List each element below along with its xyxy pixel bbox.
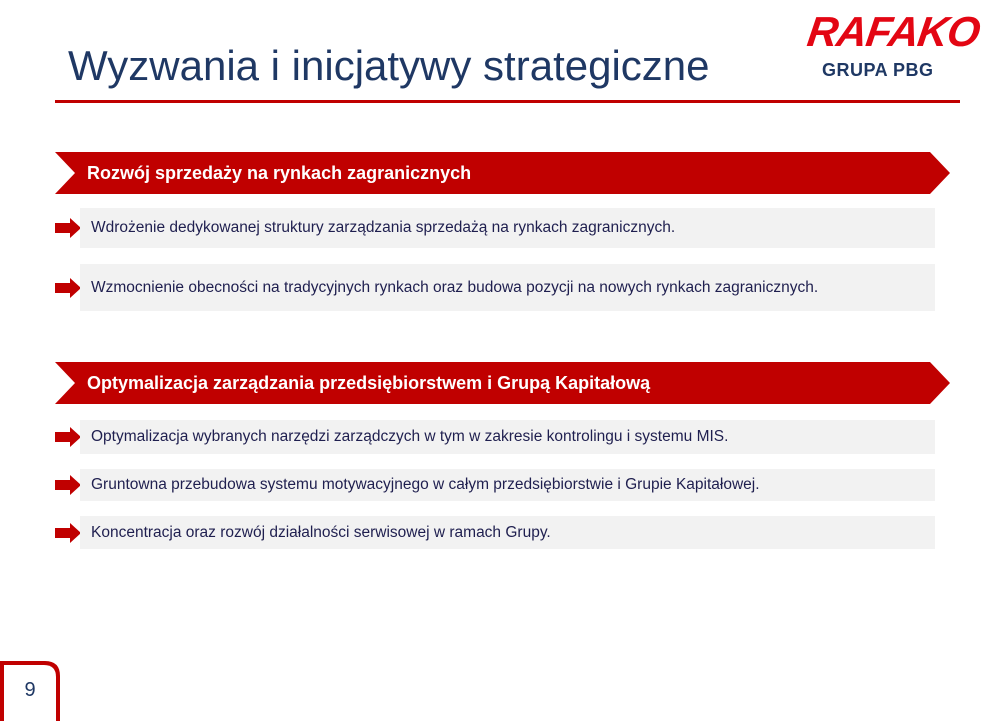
list-item	[55, 208, 935, 248]
arrow-right-icon	[55, 475, 81, 495]
list-item-text: Wzmocnienie obecności na tradycyjnych rynkach oraz budowa pozycji na nowych rynkach zagranicznych.	[91, 278, 819, 296]
title-rule	[55, 100, 960, 103]
list-item	[55, 420, 935, 454]
section-banner-management	[55, 362, 950, 404]
list-item-text: Gruntowna przebudowa systemu motywacyjnego w całym przedsiębiorstwie i Grupie Kapitałowej.	[91, 476, 760, 493]
list-item-text: Wdrożenie dedykowanej struktury zarządzania sprzedażą na rynkach zagranicznych.	[91, 219, 676, 236]
list-item	[55, 516, 935, 549]
list-item	[55, 469, 935, 501]
logo-group: GRUPA PBG	[822, 60, 934, 80]
section-heading: Rozwój sprzedaży na rynkach zagranicznych	[87, 163, 472, 183]
list-item-text: Optymalizacja wybranych narzędzi zarządczych w tym w zakresie kontrolingu i systemu MIS.	[91, 428, 729, 445]
arrow-right-icon	[55, 523, 81, 543]
arrow-right-icon	[55, 427, 81, 447]
section-heading: Optymalizacja zarządzania przedsiębiorstwem i Grupą Kapitałową	[87, 373, 651, 393]
slide-number: 9	[24, 679, 36, 701]
list-item-text: Koncentracja oraz rozwój działalności serwisowej w ramach Grupy.	[91, 523, 551, 541]
slide-number-badge	[0, 661, 60, 721]
list-item	[55, 264, 935, 311]
section-banner-sales	[55, 152, 950, 194]
logo-brand: RAFAKO	[804, 8, 983, 55]
arrow-right-icon	[55, 218, 81, 238]
slide-title: Wyzwania i inicjatywy strategiczne	[68, 42, 710, 89]
arrow-right-icon	[55, 278, 81, 298]
